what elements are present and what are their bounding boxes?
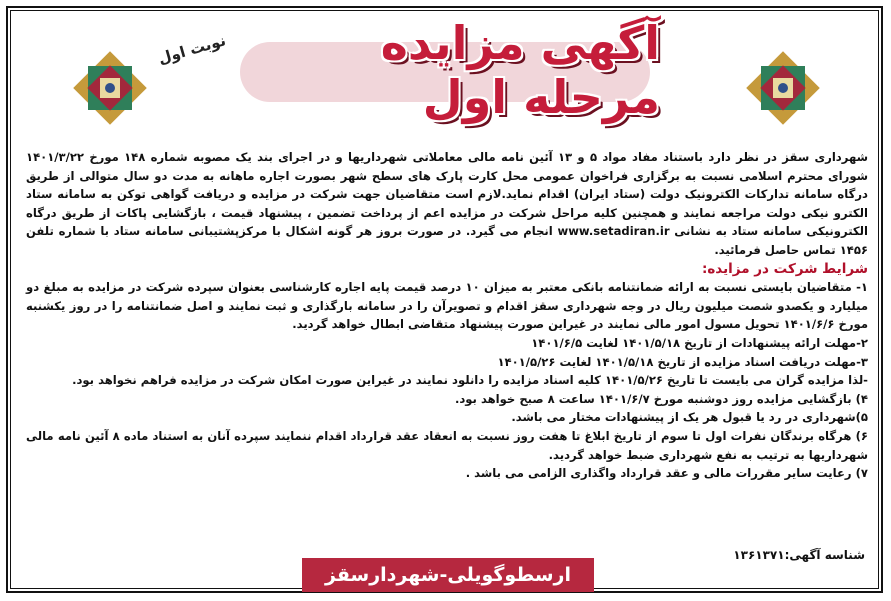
turn-label: نوبت اول <box>156 31 228 68</box>
page-title: آگهی مزایده مرحله اول <box>230 28 660 112</box>
condition-item: ۶) هرگاه برندگان نفرات اول تا سوم از تاریخ ابلاغ تا هفت روز نسبت به انعقاد عقد قرارداد اقدام ننمایند سپرده آنان به استناد ماده ۸ آئین نامه مالی شهرداریها به ترتیب به نفع شهرداری ضبط خواهد گردید. <box>26 428 868 462</box>
condition-item: ۳-مهلت دریافت اسناد مزایده از تاریخ ۱۴۰۱/۵/۱۸ لغایت ۱۴۰۱/۵/۲۶ <box>497 354 868 369</box>
condition-item: ۷) رعایت سایر مقررات مالی و عقد قرارداد واگذاری الزامی می باشد . <box>465 466 868 481</box>
intro-paragraph: شهرداری سقز در نظر دارد باستناد مفاد مواد ۵ و ۱۳ آئین نامه مالی معاملاتی شهرداریها و در اجرای بند یک مصوبه شماره ۱۴۸ مورخ ۱۴۰۱/۳/۲۲ شورای محترم اسلامی نسبت به برگزاری فراخوان عمومی محل کارت پارک های سطح شهر بصورت اجاره ماهانه به مدت دو سال متوالی از طریق درگاه سامانه تدارکات الکترونیک دولت (ستاد ایران) اقدام نماید.لازم است متقاضیان جهت شرکت در مزایده و دریافت گواهی توکن به سامانه ستاد الکترو نیکی دولت مراجعه نمایند و همچنین کلیه مراحل شرکت در مزایده اعم از پرداخت تضمین ، پیشنهاد قیمت ، بازگشایی پاکات از طریق درگاه الکترونیکی سامانه ستاد به نشانی www.setadiran.ir انجام می گیرد. در صورت بروز هر گونه اشکال با مرکزپشتیبانی سامانه ستاد با شماره تلفن ۱۴۵۶ تماس حاصل فرمائید. <box>26 150 869 257</box>
condition-item: ۵)شهرداری در رد یا قبول هر یک از پیشنهادات مختار می باشد. <box>511 410 868 425</box>
notice-body <box>26 148 868 483</box>
condition-item: ۲-مهلت ارائه پیشنهادات از تاریخ ۱۴۰۱/۵/۱۸ لغایت ۱۴۰۱/۶/۵ <box>531 335 868 350</box>
conditions-heading: شرایط شرکت در مزایده: <box>701 260 868 277</box>
emblem-right-icon <box>743 48 823 128</box>
condition-item: ۱- متقاضیان بایستی نسبت به ارائه ضمانتنامه بانکی معتبر به میزان ۱۰ درصد قیمت پایه اجاره کارشناسی بعنوان سپرده شرکت در مزایده به مبلغ دو میلیارد و یکصدو شصت میلیون ریال در وجه شهرداری سقز اقدام و تصویرآن را در سامانه بارگذاری و ثبت نمایند و اصل ضمانتنامه را در روز یکشنبه مورخ ۱۴۰۱/۶/۶ تحویل مسول امور مالی نمایند در غیراین صورت پیشنهاد متقاضی ابطال خواهد گردید. <box>26 280 868 332</box>
signature-bar: ارسطوگویلی-شهردارسقز <box>302 558 594 592</box>
emblem-left-icon <box>70 48 150 128</box>
condition-item: ۴) بازگشایی مزایده روز دوشنبه مورخ ۱۴۰۱/۶/۷ ساعت ۸ صبح خواهد بود. <box>454 391 868 406</box>
condition-item: -لذا مزایده گران می بایست تا تاریخ ۱۴۰۱/۵/۲۶ کلیه اسناد مزایده را دانلود نمایند در غیراین صورت امکان شرکت در مزایده فراهم نخواهد بود. <box>72 373 868 388</box>
notice-serial: شناسه آگهی:۱۳۶۱۳۷۱ <box>733 548 865 562</box>
